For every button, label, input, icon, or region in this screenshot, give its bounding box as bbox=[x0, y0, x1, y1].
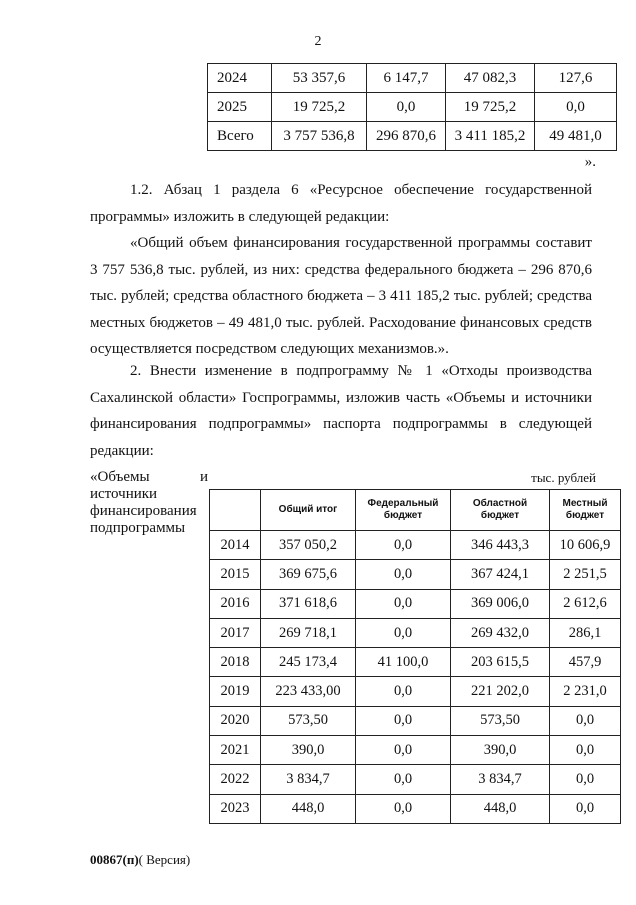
table-cell: 41 100,0 bbox=[356, 648, 451, 677]
text-line: тыс. рублей; средства областного бюджета – 3 411 185,2 тыс. рублей; средства bbox=[90, 288, 592, 304]
text-line: 2. Внести изменение в подпрограмму № 1 «Отходы производства bbox=[130, 363, 592, 379]
table-cell: 49 481,0 bbox=[535, 122, 617, 151]
table-cell: 2025 bbox=[208, 93, 272, 122]
table-cell: 2019 bbox=[210, 677, 261, 706]
paragraph-quote bbox=[90, 230, 592, 363]
label-word: и bbox=[199, 469, 208, 485]
table-row bbox=[208, 122, 617, 151]
table-cell: 269 718,1 bbox=[261, 618, 356, 647]
table-row bbox=[210, 794, 621, 823]
paragraph-1-2 bbox=[90, 177, 592, 230]
table-row bbox=[210, 706, 621, 735]
table-cell: 2016 bbox=[210, 589, 261, 618]
table-cell: 357 050,2 bbox=[261, 531, 356, 560]
table-cell: 369 675,6 bbox=[261, 560, 356, 589]
label-line: источники bbox=[90, 486, 158, 502]
text-line: «Общий объем финансирования государственной программы составит bbox=[130, 235, 592, 251]
footer-code bbox=[90, 852, 190, 868]
table-cell: 448,0 bbox=[451, 794, 550, 823]
table-cell: 53 357,6 bbox=[272, 64, 367, 93]
paragraph-2 bbox=[90, 358, 592, 464]
table-cell: 573,50 bbox=[261, 706, 356, 735]
table-cell: 0,0 bbox=[367, 93, 446, 122]
table-cell: 2022 bbox=[210, 765, 261, 794]
table-cell: 3 411 185,2 bbox=[446, 122, 535, 151]
table-row bbox=[210, 677, 621, 706]
label-line: финансирования bbox=[90, 503, 197, 519]
page-number: 2 bbox=[314, 34, 322, 49]
table-cell: 223 433,00 bbox=[261, 677, 356, 706]
table-cell: 2018 bbox=[210, 648, 261, 677]
text-line: местных бюджетов – 49 481,0 тыс. рублей. Расходование финансовых средств bbox=[90, 314, 592, 331]
document-version: ( Версия) bbox=[138, 852, 191, 867]
table-cell: 0,0 bbox=[550, 765, 621, 794]
column-header: Местный бюджет bbox=[550, 490, 621, 531]
table-cell: 0,0 bbox=[356, 736, 451, 765]
table-cell: 2024 bbox=[208, 64, 272, 93]
table-cell: 47 082,3 bbox=[446, 64, 535, 93]
table-cell: 2 251,5 bbox=[550, 560, 621, 589]
table-cell: 457,9 bbox=[550, 648, 621, 677]
table-cell: Всего bbox=[208, 122, 272, 151]
table-cell: 3 834,7 bbox=[451, 765, 550, 794]
table-cell: 2023 bbox=[210, 794, 261, 823]
table-row bbox=[210, 560, 621, 589]
table-cell: 3 834,7 bbox=[261, 765, 356, 794]
table-cell: 0,0 bbox=[356, 794, 451, 823]
top-financing-table bbox=[207, 63, 617, 151]
table-row bbox=[210, 589, 621, 618]
table-cell: 390,0 bbox=[451, 736, 550, 765]
table-cell: 371 618,6 bbox=[261, 589, 356, 618]
table-cell: 0,0 bbox=[550, 706, 621, 735]
table-cell: 269 432,0 bbox=[451, 618, 550, 647]
text-line: редакции: bbox=[90, 442, 154, 459]
column-header bbox=[210, 490, 261, 531]
table-cell: 245 173,4 bbox=[261, 648, 356, 677]
table-cell: 346 443,3 bbox=[451, 531, 550, 560]
table-cell: 19 725,2 bbox=[446, 93, 535, 122]
table-cell: 2 612,6 bbox=[550, 589, 621, 618]
table-cell: 0,0 bbox=[356, 560, 451, 589]
text-line: финансирования подпрограммы» паспорта подпрограммы в следующей bbox=[90, 416, 592, 432]
table-cell: 6 147,7 bbox=[367, 64, 446, 93]
table-cell: 448,0 bbox=[261, 794, 356, 823]
table-row bbox=[210, 648, 621, 677]
text-line: осуществляется посредством следующих механизмов.». bbox=[90, 341, 449, 357]
units-label: тыс. рублей bbox=[531, 470, 596, 485]
document-code: 00867(п) bbox=[90, 852, 139, 867]
table-cell: 0,0 bbox=[356, 531, 451, 560]
table-cell: 3 757 536,8 bbox=[272, 122, 367, 151]
table-cell: 203 615,5 bbox=[451, 648, 550, 677]
column-header: Федеральный бюджет bbox=[356, 490, 451, 531]
table-cell: 2015 bbox=[210, 560, 261, 589]
text-line: 1.2. Абзац 1 раздела 6 «Ресурсное обеспечение государственной bbox=[130, 182, 592, 198]
text-line: программы» изложить в следующей редакции: bbox=[90, 208, 390, 225]
table-row bbox=[208, 93, 617, 122]
table-row bbox=[210, 618, 621, 647]
table-cell: 0,0 bbox=[356, 765, 451, 794]
table-cell: 0,0 bbox=[356, 589, 451, 618]
column-header: Общий итог bbox=[261, 490, 356, 531]
table-cell: 127,6 bbox=[535, 64, 617, 93]
table-row bbox=[208, 64, 617, 93]
table-cell: 573,50 bbox=[451, 706, 550, 735]
table-cell: 221 202,0 bbox=[451, 677, 550, 706]
table-cell: 0,0 bbox=[356, 677, 451, 706]
table-cell: 0,0 bbox=[356, 618, 451, 647]
table-cell: 369 006,0 bbox=[451, 589, 550, 618]
table-row bbox=[210, 765, 621, 794]
table-row bbox=[210, 736, 621, 765]
table-cell: 390,0 bbox=[261, 736, 356, 765]
budget-table bbox=[209, 489, 621, 824]
label-line: подпрограммы bbox=[90, 520, 186, 536]
table-cell: 367 424,1 bbox=[451, 560, 550, 589]
table-cell: 0,0 bbox=[535, 93, 617, 122]
label-word: «Объемы bbox=[90, 469, 150, 485]
section-label bbox=[90, 469, 208, 537]
table-row bbox=[210, 531, 621, 560]
table-cell: 10 606,9 bbox=[550, 531, 621, 560]
table-cell: 2021 bbox=[210, 736, 261, 765]
table-cell: 2020 bbox=[210, 706, 261, 735]
table-cell: 286,1 bbox=[550, 618, 621, 647]
table-cell: 19 725,2 bbox=[272, 93, 367, 122]
text-line: 3 757 536,8 тыс. рублей, из них: средства федерального бюджета – 296 870,6 bbox=[90, 261, 592, 278]
table-cell: 2017 bbox=[210, 618, 261, 647]
table-cell: 2014 bbox=[210, 531, 261, 560]
table-cell: 0,0 bbox=[550, 794, 621, 823]
closing-quote: ». bbox=[584, 154, 596, 170]
text-line: Сахалинской области» Госпрограммы, изложив часть «Объемы и источники bbox=[90, 389, 592, 406]
table-cell: 0,0 bbox=[550, 736, 621, 765]
table-cell: 2 231,0 bbox=[550, 677, 621, 706]
table-cell: 296 870,6 bbox=[367, 122, 446, 151]
column-header: Областной бюджет bbox=[451, 490, 550, 531]
table-cell: 0,0 bbox=[356, 706, 451, 735]
